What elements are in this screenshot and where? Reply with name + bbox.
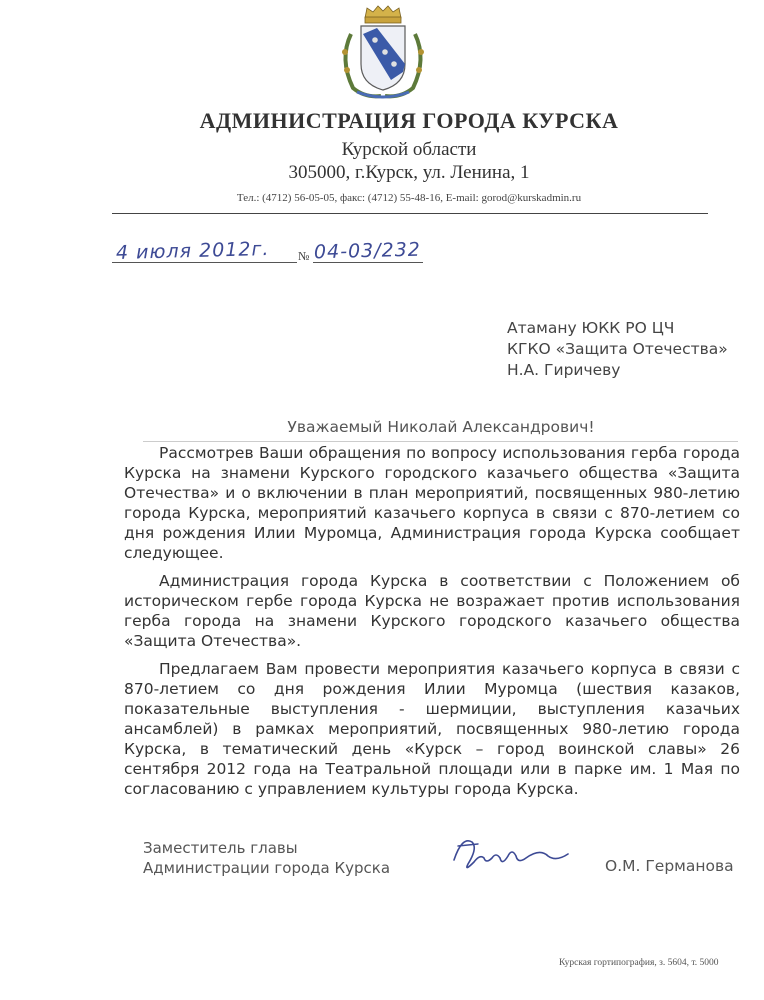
organization-address: 305000, г.Курск, ул. Ленина, 1 (288, 162, 530, 183)
printer-imprint: Курская гортипография, з. 5604, т. 5000 (559, 958, 719, 968)
signatory-position (143, 838, 390, 878)
registration-number: 04-03/232 (313, 238, 422, 264)
addressee-line: КГКО «Защита Отечества» (507, 340, 728, 358)
signatory-name: О.М. Германова (605, 857, 734, 875)
organization-name: АДМИНИСТРАЦИЯ ГОРОДА КУРСКА (199, 108, 619, 133)
salutation-divider (143, 441, 738, 442)
organization-contacts: Тел.: (4712) 56-05-05, факс: (4712) 55-48-16, E-mail: gorod@kurskadmin.ru (236, 192, 582, 204)
coat-of-arms-emblem (331, 4, 435, 102)
signatory-position-line: Заместитель главы (143, 839, 298, 857)
letterhead-divider (112, 213, 708, 214)
organization-region: Курской области (341, 139, 477, 160)
addressee-line: Атаману ЮКК РО ЦЧ (507, 319, 675, 337)
signatory-position-line: Администрации города Курска (143, 859, 391, 877)
number-sign: № (298, 249, 310, 263)
letter-body (124, 443, 740, 807)
salutation: Уважаемый Николай Александрович! (287, 418, 595, 436)
registration-date: 4 июля 2012г. (115, 237, 270, 265)
addressee-block (507, 318, 728, 381)
body-paragraph: Предлагаем Вам провести мероприятия казачьего корпуса в связи с 870-летием со дня рождения Илии Муромца (шествия казаков, показательные выступления - шермиции, выступления казачьих ансамблей) в рамках мероприятий, посвященных 980-летию города Курска, в тематический день «Курск – город воинской славы» 26 сентября 2012 года на Театральной площади или в парке им. 1 Мая по согласованию с управлением культуры города Курска. (124, 660, 740, 798)
body-paragraph: Рассмотрев Ваши обращения по вопросу использования герба города Курска на знамени Курского городского казачьего общества «Защита Отечества» и о включении в план мероприятий, посвященных 980-летию города Курска, мероприятий казачьего корпуса в связи с 870-летием со дня рождения Илии Муромца, Администрация города Курска сообщает следующее. (124, 444, 740, 562)
addressee-line: Н.А. Гиричеву (507, 361, 621, 379)
handwritten-signature (448, 828, 572, 878)
body-paragraph: Администрация города Курска в соответствии с Положением об историческом гербе города Курска не возражает против использования герба города на знамени Курского городского казачьего общества «Защита Отечества». (124, 572, 740, 650)
